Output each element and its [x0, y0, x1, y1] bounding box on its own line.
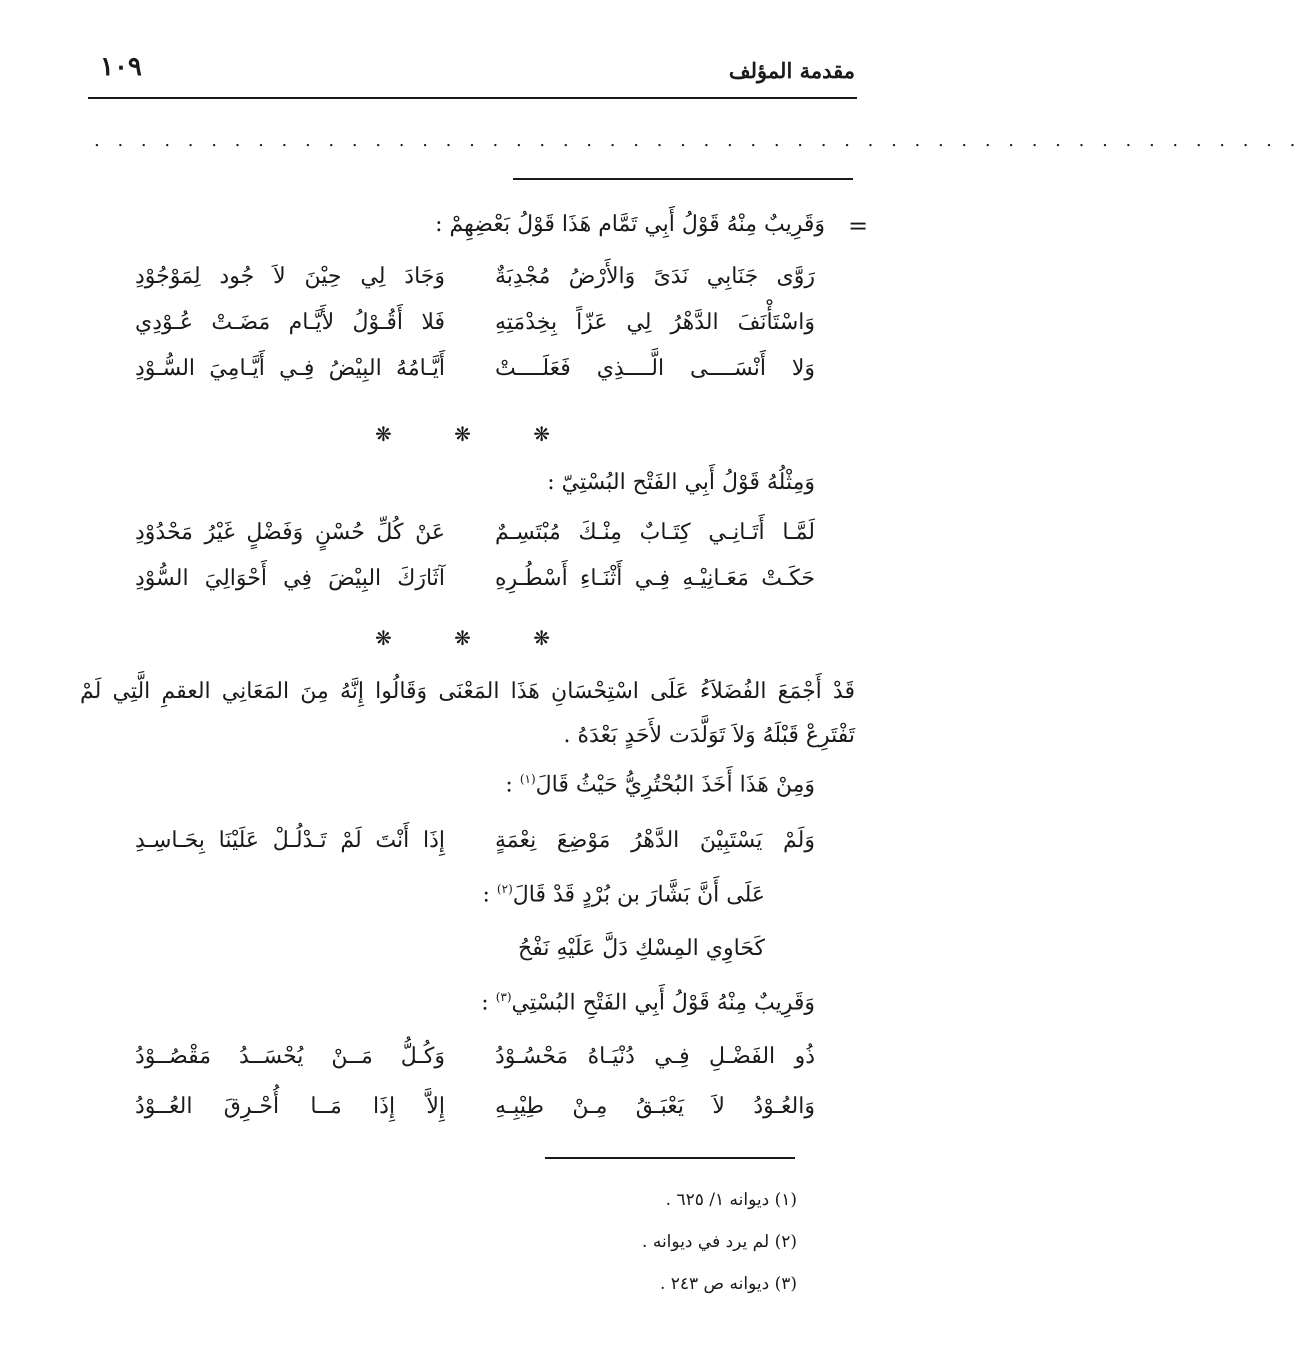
single-verse-line: كَحَاوِي المِسْكِ دَلَّ عَلَيْهِ نَفْحُ	[518, 936, 765, 961]
intro-line-2: وَمِثْلُهُ قَوْلُ أَبِي الفَتْح البُسْتِيّ :	[547, 470, 815, 495]
intro-colon: :	[505, 772, 520, 798]
footnote-rule	[545, 1157, 795, 1159]
verse-line	[135, 356, 855, 396]
footnote-ref: (٢)	[496, 882, 513, 896]
footnote-ref: (٣)	[495, 990, 512, 1004]
footnote-3: (٣) ديوانه ص ٢٤٣ .	[659, 1274, 797, 1294]
verse-line	[135, 566, 855, 606]
verse-second-hemistich: عَنْ كُلِّ حُسْنٍ وَفَضْلٍ غَيْرُ مَحْدُوْدِ	[135, 520, 445, 545]
verse-line	[135, 264, 855, 304]
intro-text: وَمِنْ هَذَا أَخَذَ البُحْتُرِيُّ حَيْثُ قَالَ	[535, 772, 815, 798]
commentary-paragraph: قَدْ أَجْمَعَ الفُضَلاَءُ عَلَى اسْتِحْسَانِ هَذَا المَعْنَى وَقَالُوا إِنَّهُ مِنَ المَعَانِي العقمِ الَّتِي لَمْ تَفْتَرِعْ قَبْلَهُ وَلاَ تَوَلَّدَت لأَحَدٍ بَعْدَهُ .	[80, 679, 856, 748]
verse-line	[135, 310, 855, 350]
section-rule	[513, 178, 853, 180]
footnote-1: (١) ديوانه ١/ ٦٢٥ .	[665, 1190, 797, 1210]
intro-text: عَلَى أَنَّ بَشَّارَ بن بُرْدٍ قَدْ قَالَ	[512, 882, 765, 908]
page-number: ١٠٩	[100, 52, 142, 82]
section-separator-stars: ❋ ❋ ❋	[375, 626, 578, 650]
verse-line	[135, 1094, 855, 1134]
verse-line	[135, 828, 855, 868]
verse-first-hemistich: وَلا أَنْسَــــى الَّــــذِي فَعَلَــــتْ	[495, 356, 815, 381]
verse-first-hemistich: لَمَّـا أَتَـانِـي كِتَـابٌ مِنْـكَ مُبْتَسِـمٌ	[495, 520, 815, 545]
verse-first-hemistich: وَالعُـوْدُ لاَ يَعْبَـقُ مِـنْ طِيْبِـهِ	[495, 1094, 815, 1119]
section-separator-stars: ❋ ❋ ❋	[375, 422, 578, 446]
intro-line-5	[481, 990, 815, 1015]
intro-colon: :	[481, 990, 496, 1016]
footnote-ref: (١)	[519, 772, 536, 786]
running-header-title: مقدمة المؤلف	[728, 58, 855, 83]
verse-line	[135, 520, 855, 560]
verse-second-hemistich: إِذَا أَنْتَ لَمْ تَـدْلُـلْ عَلَيْنَا بِحَـاسِـدِ	[135, 828, 445, 853]
footnote-2: (٢) لم يرد في ديوانه .	[642, 1232, 797, 1252]
verse-first-hemistich: وَاسْتَأْنَفَ الدَّهْرُ لِي عَزّاً بِخِدْمَتِهِ	[495, 310, 815, 335]
intro-line-3	[505, 772, 815, 797]
verse-first-hemistich: ذُو الفَضْـلِ فِـي دُنْيَـاهُ مَحْسُـوْدُ	[495, 1044, 815, 1069]
verse-second-hemistich: آثَارَكَ البِيْضَ فِي أَحْوَالِيَ السُّوْدِ	[135, 566, 445, 591]
verse-second-hemistich: إِلاَّ إِذَا مَــا أُحْـرِقَ العُــوْدُ	[135, 1094, 445, 1119]
dotted-separator: . . . . . . . . . . . . . . . . . . . . . . . . . . . . . . . . . . . . . . . . . . . . . . . . . . . .	[94, 130, 1301, 151]
intro-text: وَقَرِيبٌ مِنْهُ قَوْلُ أَبِي الفَتْحِ البُسْتِي	[511, 990, 815, 1016]
verse-line	[135, 1044, 855, 1084]
verse-second-hemistich: وَكُـلُّ مَــنْ يُحْسَــدُ مَقْصُــوْدُ	[135, 1044, 445, 1069]
verse-second-hemistich: أَيَّـامُهُ البِيْضُ فِـي أَيَّـامِيَ السُّـوْدِ	[135, 356, 445, 381]
verse-second-hemistich: وَجَادَ لِي حِيْنَ لاَ جُود لِمَوْجُوْدِ	[135, 264, 445, 289]
intro-line-1: وَقَرِيبٌ مِنْهُ قَوْلُ أَبِي تَمَّام هَذَا قَوْلُ بَعْضِهِمْ :	[435, 212, 825, 237]
verse-first-hemistich: وَلَمْ يَسْتَبِيْنَ الدَّهْرُ مَوْضِعَ نِعْمَةٍ	[495, 828, 815, 853]
continuation-mark: =	[848, 212, 869, 240]
verse-second-hemistich: فَلا أَقُـوْلُ لأَيَّـام مَضَـتْ عُـوْدِي	[135, 310, 445, 335]
intro-colon: :	[482, 882, 497, 908]
intro-line-4	[483, 882, 765, 907]
verse-first-hemistich: رَوَّى جَنَابِي نَدَىً وَالأَرْضُ مُجْدِبَةٌ	[495, 264, 815, 289]
header-rule	[88, 97, 857, 99]
verse-first-hemistich: حَكَـتْ مَعَـانِيْـهِ فِـي أَثْنَـاءِ أَسْطُـرِهِ	[495, 566, 815, 591]
